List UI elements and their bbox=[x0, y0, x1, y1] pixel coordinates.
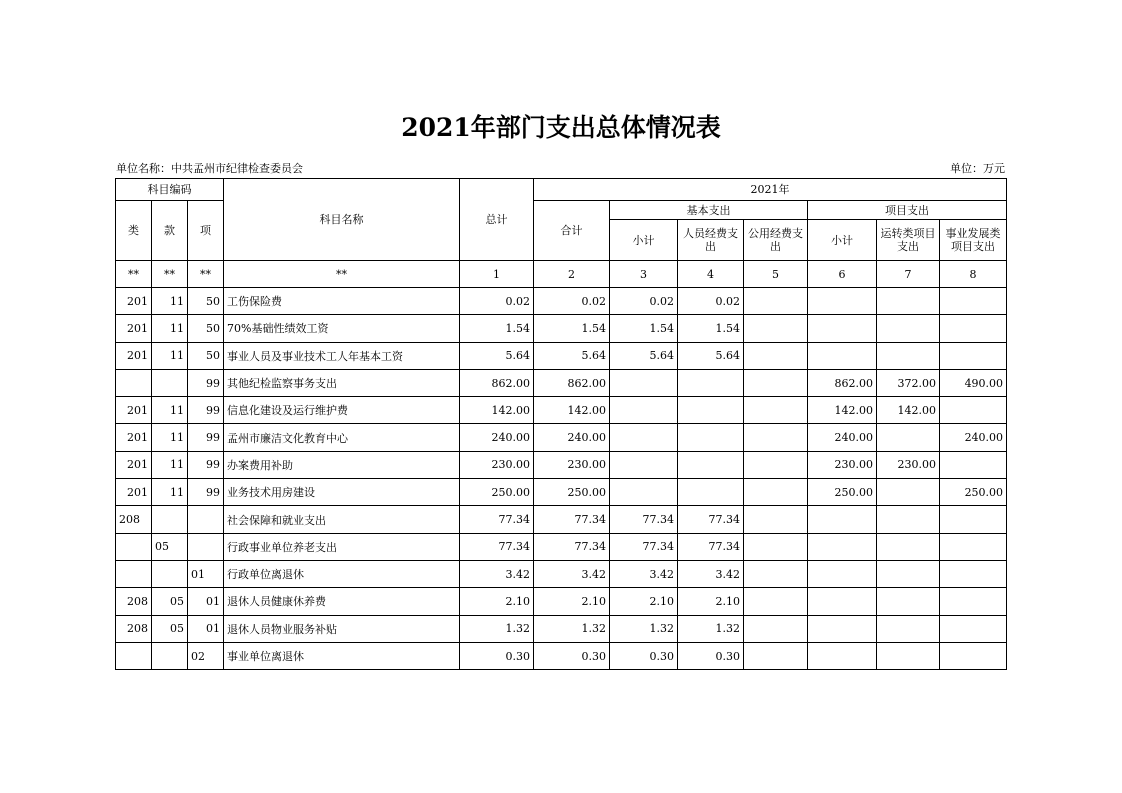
cell-project-subtotal bbox=[808, 588, 877, 615]
cell-xiang bbox=[188, 506, 224, 533]
cell-operation: 372.00 bbox=[877, 369, 940, 396]
cell-total: 142.00 bbox=[460, 397, 534, 424]
cell-basic-subtotal: 1.32 bbox=[610, 615, 678, 642]
cell-operation bbox=[877, 342, 940, 369]
header-xiang: 项 bbox=[188, 201, 224, 261]
header-operation: 运转类项目支出 bbox=[877, 220, 940, 261]
header-project-expenditure: 项目支出 bbox=[808, 201, 1007, 220]
cell-sum: 77.34 bbox=[534, 533, 610, 560]
index-cell: ** bbox=[224, 261, 460, 288]
cell-development bbox=[940, 560, 1007, 587]
cell-personnel: 2.10 bbox=[678, 588, 744, 615]
cell-kuan: 11 bbox=[152, 288, 188, 315]
cell-basic-subtotal: 77.34 bbox=[610, 533, 678, 560]
cell-public bbox=[744, 479, 808, 506]
cell-public bbox=[744, 342, 808, 369]
index-cell: ** bbox=[188, 261, 224, 288]
cell-operation bbox=[877, 642, 940, 669]
cell-public bbox=[744, 397, 808, 424]
cell-subject-name: 工伤保险费 bbox=[224, 288, 460, 315]
unit-label: 单位：万元 bbox=[950, 162, 1005, 175]
expenditure-table bbox=[115, 178, 1007, 670]
table-row bbox=[116, 397, 1007, 424]
header-sum: 合计 bbox=[534, 201, 610, 261]
cell-project-subtotal: 240.00 bbox=[808, 424, 877, 451]
header-kuan: 款 bbox=[152, 201, 188, 261]
cell-total: 862.00 bbox=[460, 369, 534, 396]
cell-development: 250.00 bbox=[940, 479, 1007, 506]
cell-kuan: 11 bbox=[152, 424, 188, 451]
cell-subject-name: 社会保障和就业支出 bbox=[224, 506, 460, 533]
header-public: 公用经费支出 bbox=[744, 220, 808, 261]
cell-xiang: 02 bbox=[188, 642, 224, 669]
cell-development bbox=[940, 642, 1007, 669]
table-row bbox=[116, 451, 1007, 478]
cell-basic-subtotal: 0.02 bbox=[610, 288, 678, 315]
cell-kuan: 05 bbox=[152, 533, 188, 560]
cell-subject-name: 孟州市廉洁文化教育中心 bbox=[224, 424, 460, 451]
cell-project-subtotal bbox=[808, 506, 877, 533]
cell-sum: 862.00 bbox=[534, 369, 610, 396]
cell-total: 240.00 bbox=[460, 424, 534, 451]
index-cell: ** bbox=[116, 261, 152, 288]
cell-sum: 230.00 bbox=[534, 451, 610, 478]
cell-basic-subtotal bbox=[610, 424, 678, 451]
header-development: 事业发展类项目支出 bbox=[940, 220, 1007, 261]
cell-development bbox=[940, 315, 1007, 342]
cell-kuan: 11 bbox=[152, 342, 188, 369]
cell-xiang: 50 bbox=[188, 342, 224, 369]
cell-public bbox=[744, 369, 808, 396]
cell-subject-name: 信息化建设及运行维护费 bbox=[224, 397, 460, 424]
cell-personnel bbox=[678, 451, 744, 478]
cell-project-subtotal bbox=[808, 315, 877, 342]
cell-public bbox=[744, 288, 808, 315]
cell-subject-name: 70%基础性绩效工资 bbox=[224, 315, 460, 342]
cell-basic-subtotal: 1.54 bbox=[610, 315, 678, 342]
cell-kuan: 11 bbox=[152, 451, 188, 478]
index-cell: 8 bbox=[940, 261, 1007, 288]
table-row bbox=[116, 424, 1007, 451]
cell-kuan: 05 bbox=[152, 615, 188, 642]
cell-total: 5.64 bbox=[460, 342, 534, 369]
index-cell: ** bbox=[152, 261, 188, 288]
cell-lei: 208 bbox=[116, 506, 152, 533]
cell-operation bbox=[877, 424, 940, 451]
index-cell: 4 bbox=[678, 261, 744, 288]
cell-lei bbox=[116, 533, 152, 560]
cell-public bbox=[744, 615, 808, 642]
index-cell: 1 bbox=[460, 261, 534, 288]
cell-personnel: 1.54 bbox=[678, 315, 744, 342]
cell-public bbox=[744, 315, 808, 342]
index-cell: 3 bbox=[610, 261, 678, 288]
cell-public bbox=[744, 560, 808, 587]
cell-project-subtotal bbox=[808, 288, 877, 315]
cell-kuan bbox=[152, 642, 188, 669]
cell-personnel: 3.42 bbox=[678, 560, 744, 587]
header-basic-expenditure: 基本支出 bbox=[610, 201, 808, 220]
cell-kuan bbox=[152, 369, 188, 396]
cell-basic-subtotal bbox=[610, 451, 678, 478]
index-cell: 7 bbox=[877, 261, 940, 288]
cell-total: 0.30 bbox=[460, 642, 534, 669]
cell-lei: 201 bbox=[116, 479, 152, 506]
header-lei: 类 bbox=[116, 201, 152, 261]
cell-lei bbox=[116, 560, 152, 587]
cell-operation: 230.00 bbox=[877, 451, 940, 478]
cell-project-subtotal bbox=[808, 342, 877, 369]
cell-subject-name: 事业单位离退休 bbox=[224, 642, 460, 669]
cell-total: 1.32 bbox=[460, 615, 534, 642]
cell-basic-subtotal: 3.42 bbox=[610, 560, 678, 587]
cell-operation bbox=[877, 588, 940, 615]
cell-xiang bbox=[188, 533, 224, 560]
cell-operation: 142.00 bbox=[877, 397, 940, 424]
cell-total: 3.42 bbox=[460, 560, 534, 587]
table-row bbox=[116, 642, 1007, 669]
cell-development: 240.00 bbox=[940, 424, 1007, 451]
cell-development bbox=[940, 397, 1007, 424]
cell-xiang: 01 bbox=[188, 615, 224, 642]
cell-personnel: 0.02 bbox=[678, 288, 744, 315]
table-body bbox=[116, 261, 1007, 670]
header-personnel: 人员经费支出 bbox=[678, 220, 744, 261]
header-code-group: 科目编码 bbox=[116, 179, 224, 201]
table-row bbox=[116, 479, 1007, 506]
cell-total: 2.10 bbox=[460, 588, 534, 615]
cell-personnel: 5.64 bbox=[678, 342, 744, 369]
unit-name-label: 单位名称：中共孟州市纪律检查委员会 bbox=[116, 162, 303, 175]
index-cell: 2 bbox=[534, 261, 610, 288]
cell-kuan bbox=[152, 560, 188, 587]
cell-xiang: 01 bbox=[188, 560, 224, 587]
cell-personnel bbox=[678, 424, 744, 451]
header-year: 2021年 bbox=[534, 179, 1007, 201]
cell-kuan: 11 bbox=[152, 397, 188, 424]
cell-lei: 201 bbox=[116, 288, 152, 315]
cell-kuan: 11 bbox=[152, 315, 188, 342]
cell-total: 77.34 bbox=[460, 506, 534, 533]
cell-operation bbox=[877, 479, 940, 506]
header-total: 总计 bbox=[460, 179, 534, 261]
cell-project-subtotal: 250.00 bbox=[808, 479, 877, 506]
cell-basic-subtotal: 2.10 bbox=[610, 588, 678, 615]
cell-lei: 201 bbox=[116, 451, 152, 478]
cell-lei: 201 bbox=[116, 397, 152, 424]
cell-xiang: 50 bbox=[188, 315, 224, 342]
cell-personnel: 77.34 bbox=[678, 506, 744, 533]
cell-lei: 201 bbox=[116, 342, 152, 369]
cell-public bbox=[744, 588, 808, 615]
cell-total: 250.00 bbox=[460, 479, 534, 506]
cell-lei: 201 bbox=[116, 424, 152, 451]
cell-operation bbox=[877, 288, 940, 315]
cell-sum: 250.00 bbox=[534, 479, 610, 506]
cell-lei: 208 bbox=[116, 615, 152, 642]
cell-project-subtotal bbox=[808, 642, 877, 669]
cell-subject-name: 退休人员物业服务补贴 bbox=[224, 615, 460, 642]
cell-personnel bbox=[678, 369, 744, 396]
cell-total: 1.54 bbox=[460, 315, 534, 342]
cell-sum: 0.02 bbox=[534, 288, 610, 315]
cell-lei bbox=[116, 369, 152, 396]
cell-xiang: 99 bbox=[188, 369, 224, 396]
cell-personnel: 1.32 bbox=[678, 615, 744, 642]
cell-subject-name: 其他纪检监察事务支出 bbox=[224, 369, 460, 396]
cell-development bbox=[940, 533, 1007, 560]
cell-public bbox=[744, 424, 808, 451]
header-project-subtotal: 小计 bbox=[808, 220, 877, 261]
cell-operation bbox=[877, 533, 940, 560]
cell-subject-name: 行政事业单位养老支出 bbox=[224, 533, 460, 560]
cell-xiang: 50 bbox=[188, 288, 224, 315]
cell-operation bbox=[877, 315, 940, 342]
cell-subject-name: 业务技术用房建设 bbox=[224, 479, 460, 506]
cell-kuan bbox=[152, 506, 188, 533]
cell-sum: 1.54 bbox=[534, 315, 610, 342]
table-row bbox=[116, 369, 1007, 396]
cell-basic-subtotal: 77.34 bbox=[610, 506, 678, 533]
cell-xiang: 99 bbox=[188, 424, 224, 451]
table-row bbox=[116, 533, 1007, 560]
cell-xiang: 01 bbox=[188, 588, 224, 615]
cell-subject-name: 行政单位离退休 bbox=[224, 560, 460, 587]
cell-xiang: 99 bbox=[188, 451, 224, 478]
cell-public bbox=[744, 451, 808, 478]
cell-subject-name: 退休人员健康休养费 bbox=[224, 588, 460, 615]
cell-basic-subtotal bbox=[610, 369, 678, 396]
cell-total: 77.34 bbox=[460, 533, 534, 560]
cell-personnel: 77.34 bbox=[678, 533, 744, 560]
cell-sum: 5.64 bbox=[534, 342, 610, 369]
index-cell: 6 bbox=[808, 261, 877, 288]
cell-development bbox=[940, 342, 1007, 369]
cell-public bbox=[744, 506, 808, 533]
cell-personnel: 0.30 bbox=[678, 642, 744, 669]
cell-operation bbox=[877, 560, 940, 587]
cell-personnel bbox=[678, 397, 744, 424]
cell-public bbox=[744, 533, 808, 560]
cell-lei: 208 bbox=[116, 588, 152, 615]
table-row bbox=[116, 588, 1007, 615]
cell-sum: 1.32 bbox=[534, 615, 610, 642]
cell-sum: 142.00 bbox=[534, 397, 610, 424]
cell-subject-name: 办案费用补助 bbox=[224, 451, 460, 478]
cell-development bbox=[940, 506, 1007, 533]
cell-project-subtotal bbox=[808, 560, 877, 587]
table-row bbox=[116, 288, 1007, 315]
table-row bbox=[116, 560, 1007, 587]
table-row bbox=[116, 315, 1007, 342]
cell-public bbox=[744, 642, 808, 669]
cell-total: 230.00 bbox=[460, 451, 534, 478]
cell-operation bbox=[877, 506, 940, 533]
cell-basic-subtotal bbox=[610, 479, 678, 506]
cell-lei bbox=[116, 642, 152, 669]
cell-project-subtotal: 862.00 bbox=[808, 369, 877, 396]
cell-development bbox=[940, 615, 1007, 642]
cell-sum: 0.30 bbox=[534, 642, 610, 669]
cell-basic-subtotal: 0.30 bbox=[610, 642, 678, 669]
cell-xiang: 99 bbox=[188, 397, 224, 424]
table-row bbox=[116, 615, 1007, 642]
table-row bbox=[116, 506, 1007, 533]
cell-sum: 77.34 bbox=[534, 506, 610, 533]
cell-project-subtotal bbox=[808, 615, 877, 642]
cell-personnel bbox=[678, 479, 744, 506]
cell-sum: 240.00 bbox=[534, 424, 610, 451]
cell-subject-name: 事业人员及事业技术工人年基本工资 bbox=[224, 342, 460, 369]
cell-basic-subtotal bbox=[610, 397, 678, 424]
cell-kuan: 11 bbox=[152, 479, 188, 506]
page-title: 2021年部门支出总体情况表 bbox=[401, 113, 721, 142]
cell-sum: 2.10 bbox=[534, 588, 610, 615]
cell-development bbox=[940, 588, 1007, 615]
cell-sum: 3.42 bbox=[534, 560, 610, 587]
cell-total: 0.02 bbox=[460, 288, 534, 315]
cell-basic-subtotal: 5.64 bbox=[610, 342, 678, 369]
cell-development: 490.00 bbox=[940, 369, 1007, 396]
header-basic-subtotal: 小计 bbox=[610, 220, 678, 261]
table-row bbox=[116, 342, 1007, 369]
cell-kuan: 05 bbox=[152, 588, 188, 615]
cell-operation bbox=[877, 615, 940, 642]
cell-lei: 201 bbox=[116, 315, 152, 342]
header-subject-name: 科目名称 bbox=[224, 179, 460, 261]
cell-development bbox=[940, 288, 1007, 315]
index-row bbox=[116, 261, 1007, 288]
cell-project-subtotal: 142.00 bbox=[808, 397, 877, 424]
cell-project-subtotal: 230.00 bbox=[808, 451, 877, 478]
cell-project-subtotal bbox=[808, 533, 877, 560]
index-cell: 5 bbox=[744, 261, 808, 288]
cell-development bbox=[940, 451, 1007, 478]
cell-xiang: 99 bbox=[188, 479, 224, 506]
